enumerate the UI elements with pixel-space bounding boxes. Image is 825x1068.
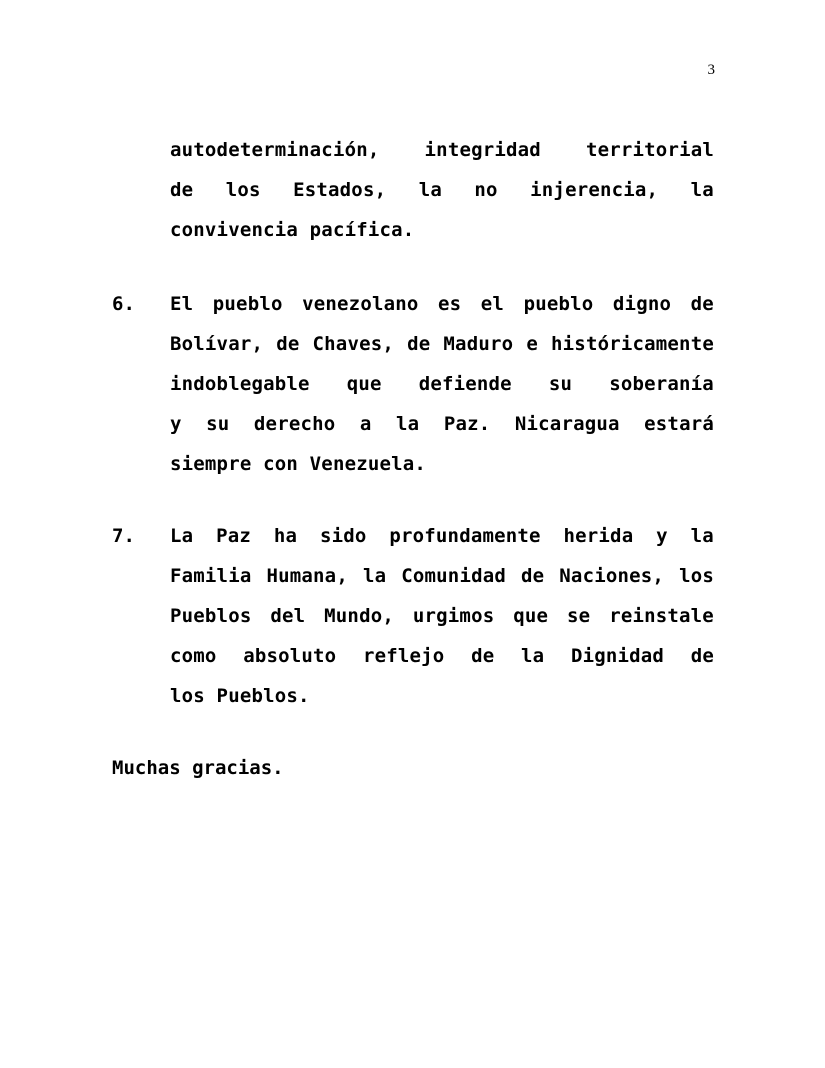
- text-line: autodeterminación, integridad territorial: [170, 139, 714, 161]
- paragraph-marker: 6.: [112, 293, 135, 315]
- paragraph-7: [112, 516, 714, 716]
- paragraph-text: [170, 516, 714, 716]
- paragraph-marker: 7.: [112, 525, 135, 547]
- text-line: Familia Humana, la Comunidad de Naciones, los: [170, 565, 714, 587]
- paragraph-6: [112, 284, 714, 484]
- paragraph-text: [170, 284, 714, 484]
- text-line: convivencia pacífica.: [170, 219, 415, 241]
- paragraph-continuation: [112, 130, 714, 250]
- text-line: El pueblo venezolano es el pueblo digno de: [170, 293, 714, 315]
- text-line: Bolívar, de Chaves, de Maduro e históricamente: [170, 333, 714, 355]
- text-line: los Pueblos.: [170, 685, 310, 707]
- page-number: 3: [707, 62, 715, 78]
- paragraph-text: [170, 130, 714, 250]
- text-line: de los Estados, la no injerencia, la: [170, 179, 714, 201]
- text-line: indoblegable que defiende su soberanía: [170, 373, 714, 395]
- text-line: siempre con Venezuela.: [170, 453, 427, 475]
- text-line: y su derecho a la Paz. Nicaragua estará: [170, 413, 714, 435]
- text-line: Pueblos del Mundo, urgimos que se reinstale: [170, 605, 714, 627]
- text-line: como absoluto reflejo de la Dignidad de: [170, 645, 714, 667]
- text-line: La Paz ha sido profundamente herida y la: [170, 525, 714, 547]
- closing-line: Muchas gracias.: [112, 757, 284, 779]
- document-body: [112, 130, 714, 788]
